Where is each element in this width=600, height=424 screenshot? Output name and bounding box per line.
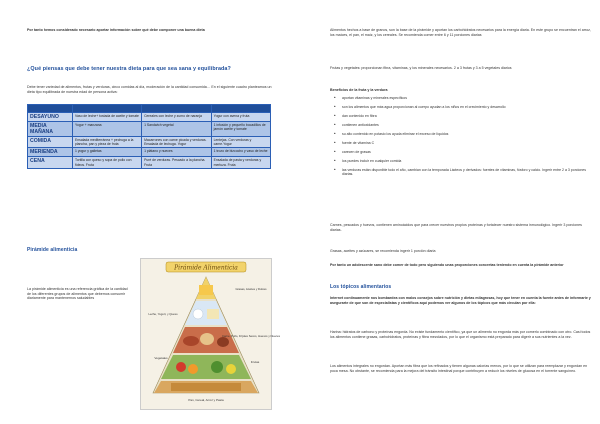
list-item: • dan contenido en fibra	[334, 114, 594, 118]
diet-table	[27, 104, 271, 169]
grasas-text: Grasas, aceites y azúcares, se recomienda ingerir 1 porción diaria	[330, 249, 436, 253]
meal-name: MEDIA MAÑANA	[28, 122, 73, 137]
table-header-cell	[28, 105, 73, 113]
pyramid-label: Frutas	[250, 360, 260, 364]
benefits-title: Beneficios de la fruta y la verdura	[330, 88, 388, 92]
food-pyramid-image	[140, 258, 280, 410]
table-row	[28, 122, 271, 137]
adolescente-text: Por tanto un adolescente sano debe comer de todo pero siguiendo unas proporciones concretas teniendo en cuenta la pirámide anterior	[330, 263, 564, 267]
meal-name: CENA	[28, 157, 73, 168]
frutas-text: Frutas y vegetales: proporcionan fibra, vitaminas, y los minerales necesarios. 2 a 3 frutas y 3 a 5 vegetales diarios	[330, 66, 512, 70]
table-cell: 1 trozo de bizcocho y vaso de leche	[211, 148, 270, 157]
table-cell: Yogur con avena y fruta	[211, 113, 270, 122]
meal-name: COMIDA	[28, 137, 73, 148]
topicos-text: Internet continuamente nos bombardea con malos consejos sobre nutrición y dietas milagrosas, hoy que tener en cuenta la fuente antes de informarte y asegurarte de que son de especialistas y científicos aquí podemos ver algunos de los tópicos que más circulan por ella:	[330, 296, 591, 305]
topicos-title: Los tópicos alimentarios	[330, 284, 392, 290]
meal-name: DESAYUNO	[28, 113, 73, 122]
integrales-text: Los alimentos integrales no engordan. Aportan más fibra que los refinados y tienen algunas calorías menos, por lo que se utilizan para reemplazar y engordan en poca mesa. No obstante, se recomienda para la mejora del tránsito intestinal porque contribuyen a reducir los niveles de glucosa en el torrente sanguíneo.	[330, 364, 588, 373]
table-cell: Yogur + manzana	[73, 122, 142, 137]
list-item: • carecen de grasas	[334, 150, 594, 154]
food-pyramid-graphic	[141, 259, 280, 409]
list-item: • son los alimentos que más agua proporcionan al cuerpo ayudan a los niños en el crecimiento y desarrollo	[334, 105, 594, 109]
table-row	[28, 137, 271, 148]
cereales-text: Alimentos hechos a base de granos, son la base de la pirámide y aportan los carbohidratos necesarios para la energía diaria. En este grupo se encuentran el arroz, los maíces, el pan, el maíz, y los cereales. Se recomienda comer entre 6 y 11 porciones diarias	[330, 28, 591, 37]
pyramid-label: Carne, Pollo, Frijoles Secos, Huevos y Nueces	[222, 334, 280, 338]
table-cell: 1 plátano y nueces	[142, 148, 212, 157]
question-text: Debe tener variedad de alimentos, frutas y verduras, cinco comidas al día, moderación de la cantidad consumida… En el siguiente cuadro planteamos un dieta tipo equilibrada de nuestra edad de persona activa:	[27, 85, 272, 94]
pyramid-text: La pirámide alimenticia es una referencia gráfica de la cantidad de los diferentes grupos de alimentos que debemos consumir diariamente para mantenernos saludables	[27, 287, 128, 301]
right-column	[300, 0, 600, 424]
list-item: • contienen antioxidantes	[334, 123, 594, 127]
pyramid-label: Vegetales	[154, 356, 168, 360]
intro-text: Por tanto hemos considerado necesario aportar información sobre qué debe componer una buena dieta	[27, 28, 205, 32]
table-cell: 1 Sandwich vegetal	[142, 122, 212, 137]
table-cell: Ensalada mediterránea + pechuga a la plancha, pan y pieza de fruta	[73, 137, 142, 148]
list-item: • fuente de vitamina C	[334, 141, 594, 145]
table-cell: Tortilla con queso y sopa de pollo con fideos. Fruta	[73, 157, 142, 168]
table-cell: 1 infusión y pequeño bocadillos de jamón aceite y tomate	[211, 122, 270, 137]
list-item: • las verduras están disponible todo el año, cambian con la temporada Lácteos y derivados: fuentes de vitaminas, fósforo y calcio. Ingerir entre 2 a 3 porciones diarias.	[334, 168, 594, 177]
pyramid-heading: Pirámide alimenticia	[27, 247, 78, 253]
table-row	[28, 148, 271, 157]
table-cell: Cereales con leche y zumo de naranja	[142, 113, 212, 122]
table-header-cell	[73, 105, 142, 113]
list-item: • los puedes incluir en cualquier comida	[334, 159, 594, 163]
table-header-cell	[142, 105, 212, 113]
table-cell: Macarrones con carne picada y verduras. Ensalada de lechuga. Yogur	[142, 137, 212, 148]
harinas-text: Harina: hidratos de carbono y proteínas engorda. No existe fundamento científico, ya que un alimento no engorda más por comerlo combinado con otro. Casi todos los alimentos contiene grasas, carbohidratos, proteínas y fibra mezclados, por lo que el organismo está preparado para digerir a sus nutrientes a la vez.	[330, 330, 591, 339]
pyramid-image-title: Pirámide Alimenticia	[174, 264, 238, 272]
question-title: ¿Qué piensas que debe tener nuestra dieta para que sea sana y equilibrada?	[27, 66, 231, 72]
table-cell: 1 yogur y galletas	[73, 148, 142, 157]
table-header-cell	[211, 105, 270, 113]
list-item: • su alto contenido en potasio los ayuda eliminar el exceso de líquidos	[334, 132, 594, 136]
table-row	[28, 113, 271, 122]
benefits-list	[334, 96, 594, 181]
pyramid-label: Pan, Cereal, Arroz y Pasta	[188, 398, 224, 402]
list-item: • aportan vitaminas y minerales específicos	[334, 96, 594, 100]
table-header-row	[28, 105, 271, 113]
table-cell: Ensalada de pasta y verduras y merluza. Fruta	[211, 157, 270, 168]
carnes-text: Carnes, pescados y huevos, contienen aminoácidos que para crecer nuestros propios proteínas y fortalecer nuestro sistema inmunológico. Ingerir 3 porciones diarias.	[330, 223, 582, 232]
pyramid-label: Grasas, Aceites y Dulces	[235, 287, 267, 291]
table-cell: Vaso de leche+ tostada de aceite y tomate	[73, 113, 142, 122]
pyramid-label: Leche, Yogurt, y Queso	[148, 312, 178, 316]
table-cell: Puré de verduras. Pescado a la plancha. Fruta	[142, 157, 212, 168]
meal-name: MERIENDA	[28, 148, 73, 157]
table-cell: Lentejas. Con verduras y carne.Yogur	[211, 137, 270, 148]
table-row	[28, 157, 271, 168]
